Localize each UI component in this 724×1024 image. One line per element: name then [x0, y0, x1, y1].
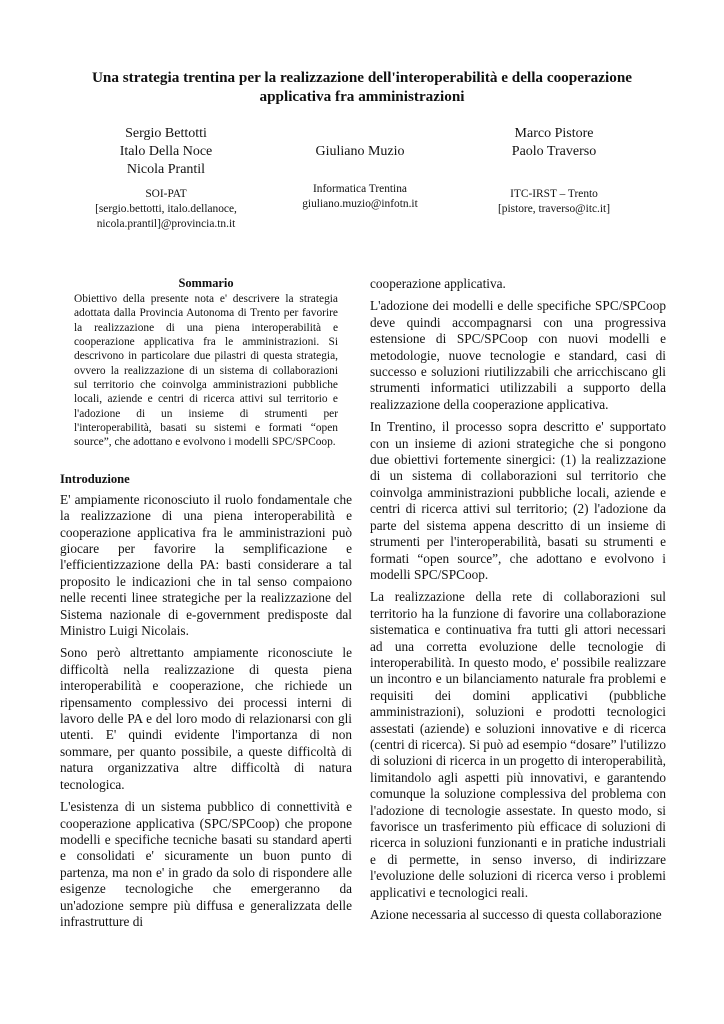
- body-paragraph: L'esistenza di un sistema pubblico di connettività e cooperazione applicativa (SPC/SPCoop) che propone modelli e specifiche tecniche basati su standard aperti e consolidati e' sicuramente un buon punto di partenza, ma non e' in grado da solo di rispondere alle esigenze tecnologiche che emergeranno da un'adozione sempre più diffusa e generalizzata delle infrastrutture di: [60, 799, 352, 929]
- author-name: Paolo Traverso: [511, 144, 597, 159]
- abstract-text: Obiettivo della presente nota e' descrivere la strategia adottata dalla Provincia Autonoma di Trento per favorire la realizzazione di una piena interoperabilità e cooperazione applicativa fra le amministrazioni. Si descrivono in particolare due pilastri di questa strategia, ovvero la realizzazione di un sistema di collaborazioni sul territorio che coinvolga amministrazioni pubbliche locali, aziende e centri di ricerca attivi sul territorio e l'adozione di un insieme di strumenti per l'interoperabilità, basati su sistemi e formati “open source”, che adottano e evolvono i modelli SPC/SPCoop.: [74, 293, 338, 449]
- body-paragraph: Azione necessaria al successo di questa collaborazione: [370, 907, 662, 923]
- author-names: [60, 125, 272, 179]
- author-names: [448, 125, 660, 161]
- affiliation-line: [pistore, traverso@itc.it]: [497, 203, 611, 215]
- paper-title: Una strategia trentina per la realizzazione dell'interoperabilità e della cooperazione applicativa fra amministrazioni: [91, 69, 633, 105]
- author-name: Giuliano Muzio: [315, 144, 405, 159]
- author-affiliation: [60, 187, 272, 232]
- author-affiliation: [448, 187, 660, 217]
- body-paragraph: E' ampiamente riconosciuto il ruolo fondamentale che la realizzazione di una piena interoperabilità e cooperazione applicativa fra le amministrazioni può giocare per favorire la semplificazione e l'efficientizzazione della PA: basti considerare a tal proposito le indicazioni che in tal senso compaiono nelle recenti linee strategiche per la realizzazione del Sistema nazionale di e-government predisposte dal Ministro Luigi Nicolais.: [60, 491, 352, 639]
- author-name: Sergio Bettotti: [125, 126, 207, 141]
- body-paragraph: Sono però altrettanto ampiamente riconosciute le difficoltà nella realizzazione di questa piena interoperabilità e cooperazione, che richiede un ripensamento complessivo dei processi interni di lavoro delle PA e del loro modo di relazionarsi con gli utenti. E' quindi evidente l'importanza di non sommare, per quanto possibile, a queste difficoltà di natura organizzativa altre difficoltà di natura tecnologica.: [60, 645, 352, 792]
- body-paragraph: In Trentino, il processo sopra descritto e' supportato con un insieme di azioni strategiche che si pongono due obiettivi fortemente sinergici: (1) la realizzazione di un sistema di collaborazioni sul territorio che coinvolga amministrazioni pubbliche locali, aziende e centri di ricerca attivi sul territorio; (2) l'adozione da parte del sistema appena descritto di un insieme di strumenti per l'interoperabilità, basati su strumenti e formati “open source”, che adottano e evolvono i modelli SPC/SPCoop.: [370, 419, 666, 582]
- left-column: [60, 276, 352, 930]
- body-paragraph: La realizzazione della rete di collaborazioni sul territorio ha la funzione di favorire una collaborazione sistematica e continuativa fra tutti gli attori necessari ad una corretta evoluzione delle tecnologie di interoperabilità. In questo modo, e' possibile realizzare un incontro e un bilanciamento naturale fra problemi e requisiti dei domini applicativi (pubbliche amministrazioni), soluzioni e prodotti tecnologici assestati (aziende) e soluzioni innovative e di ricerca (centri di ricerca). Si può ad esempio “dosare” l'utilizzo di soluzioni di ricerca in un progetto di interoperabilità, limitandolo agli aspetti più innovativi, e garantendo comunque la soluzione complessiva del problema con l'adozione di tecnologie assestate. In questo modo, si favorisce un trasferimento più efficace di soluzioni di ricerca in soluzioni funzionanti e in pratiche industriali e di permette, in senso inverso, di indirizzare l'evoluzione delle soluzioni di ricerca verso i problemi applicativi e tecnologici reali.: [370, 589, 666, 900]
- author-group-itc-irst: [448, 125, 660, 217]
- author-name: Nicola Prantil: [126, 162, 206, 177]
- body-paragraph: cooperazione applicativa.: [370, 276, 506, 291]
- affiliation-line: nicola.prantil]@provincia.tn.it: [96, 218, 236, 230]
- affiliation-line: giuliano.muzio@infotn.it: [302, 198, 418, 210]
- section-heading-introduzione: Introduzione: [60, 471, 130, 486]
- affiliation-line: SOI-PAT: [145, 188, 187, 200]
- affiliation-line: Informatica Trentina: [313, 183, 407, 195]
- abstract-heading: Sommario: [178, 276, 234, 290]
- author-affiliation: [246, 182, 474, 212]
- affiliation-line: ITC-IRST – Trento: [510, 188, 598, 200]
- author-names: [246, 125, 474, 161]
- author-group-soi-pat: [60, 125, 272, 232]
- body-paragraph: L'adozione dei modelli e delle specifiche SPC/SPCoop deve quindi accompagnarsi con una progressiva estensione di SPC/SPCoop con nuovi modelli e metodologie, nuove tecnologie e standard, casi di successo e soluzioni riutilizzabili che arricchiscano gli strumenti informatici utilizzabili a supporto della realizzazione della cooperazione applicativa.: [370, 298, 666, 412]
- author-name: Italo Della Noce: [119, 144, 213, 159]
- right-column: [370, 276, 666, 923]
- affiliation-line: [sergio.bettotti, italo.dellanoce,: [95, 203, 237, 215]
- author-name: Marco Pistore: [514, 126, 594, 141]
- author-group-informatica-trentina: [246, 125, 474, 212]
